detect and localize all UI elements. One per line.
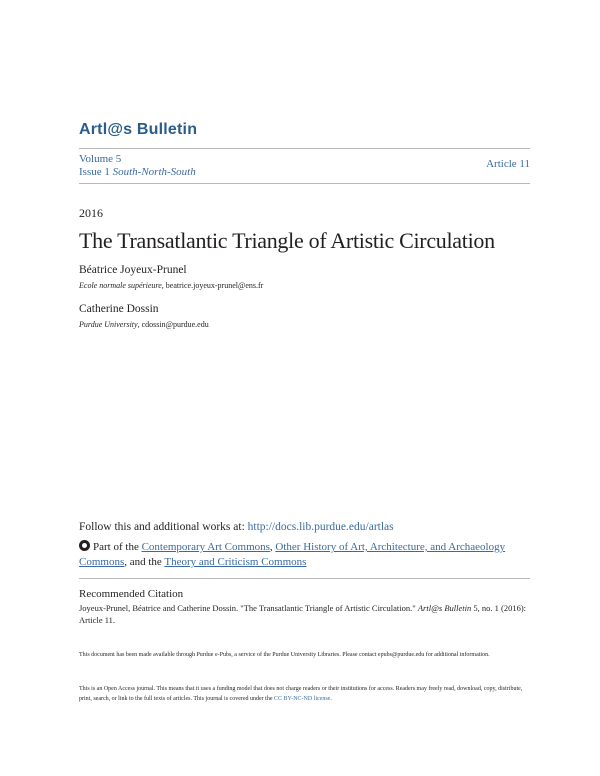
author-institution: Purdue University (79, 320, 138, 329)
citation-text (79, 602, 531, 626)
citation-journal: Artl@s Bulletin (417, 603, 472, 613)
issue-rule (79, 183, 530, 184)
top-rule (79, 148, 530, 149)
publication-year: 2016 (79, 206, 103, 220)
history-of-art-commons-link[interactable]: Other History of Art, Architecture, and Archaeology Commons (79, 541, 506, 568)
commons-network-icon (79, 540, 90, 551)
issue-label: Issue 1 (79, 166, 110, 178)
contemporary-art-commons-link[interactable]: Contemporary Art Commons (141, 541, 270, 553)
and-the: , and the (124, 556, 165, 568)
author-affiliation (79, 320, 209, 329)
open-access-text: This is an Open Access journal. This means that it uses a funding model that does not charge readers or their institutions for access. Readers may freely read, download, copy, distribute, print, search, or link to the full texts of articles. This journal is covered under the (79, 686, 523, 702)
article-title: The Transatlantic Triangle of Artistic Circulation (79, 228, 495, 253)
issue-title: South-North-South (112, 166, 196, 178)
issue-line[interactable] (79, 166, 196, 178)
theory-criticism-commons-link[interactable]: Theory and Criticism Commons (164, 556, 307, 568)
repository-link[interactable]: http://docs.lib.purdue.edu/artlas (247, 521, 394, 533)
epubs-notice: This document has been made available through Purdue e-Pubs, a service of the Purdue University Libraries. Please contact epubs@purdue.edu for additional information. (79, 652, 490, 658)
open-access-notice (79, 684, 531, 704)
author-name: Béatrice Joyeux-Prunel (79, 264, 187, 276)
citation-after: 5, no. 1 (2016): Article 11. (79, 603, 527, 625)
citation-heading: Recommended Citation (79, 588, 184, 600)
journal-title[interactable]: Artl@s Bulletin (79, 121, 198, 138)
separator: , (269, 541, 276, 553)
author-email: , beatrice.joyeux-prunel@ens.fr (161, 281, 264, 290)
citation-before: Joyeux-Prunel, Béatrice and Catherine Dossin. "The Transatlantic Triangle of Artistic Circulation." (79, 603, 418, 613)
volume-link[interactable]: Volume 5 (79, 153, 122, 165)
follow-label: Follow this and additional works at: (79, 521, 248, 533)
author-affiliation (79, 281, 263, 290)
follow-line (79, 521, 394, 533)
license-link[interactable]: CC BY-NC-ND license (274, 696, 331, 702)
author-email: , cdossin@purdue.edu (137, 320, 209, 329)
author-name: Catherine Dossin (79, 303, 159, 315)
part-of-prefix: Part of the (93, 541, 142, 553)
part-of-line (79, 540, 531, 570)
citation-rule (79, 578, 530, 579)
open-access-end: . (330, 696, 332, 702)
article-number-link[interactable]: Article 11 (486, 158, 530, 170)
author-institution: Ecole normale supérieure (79, 281, 162, 290)
